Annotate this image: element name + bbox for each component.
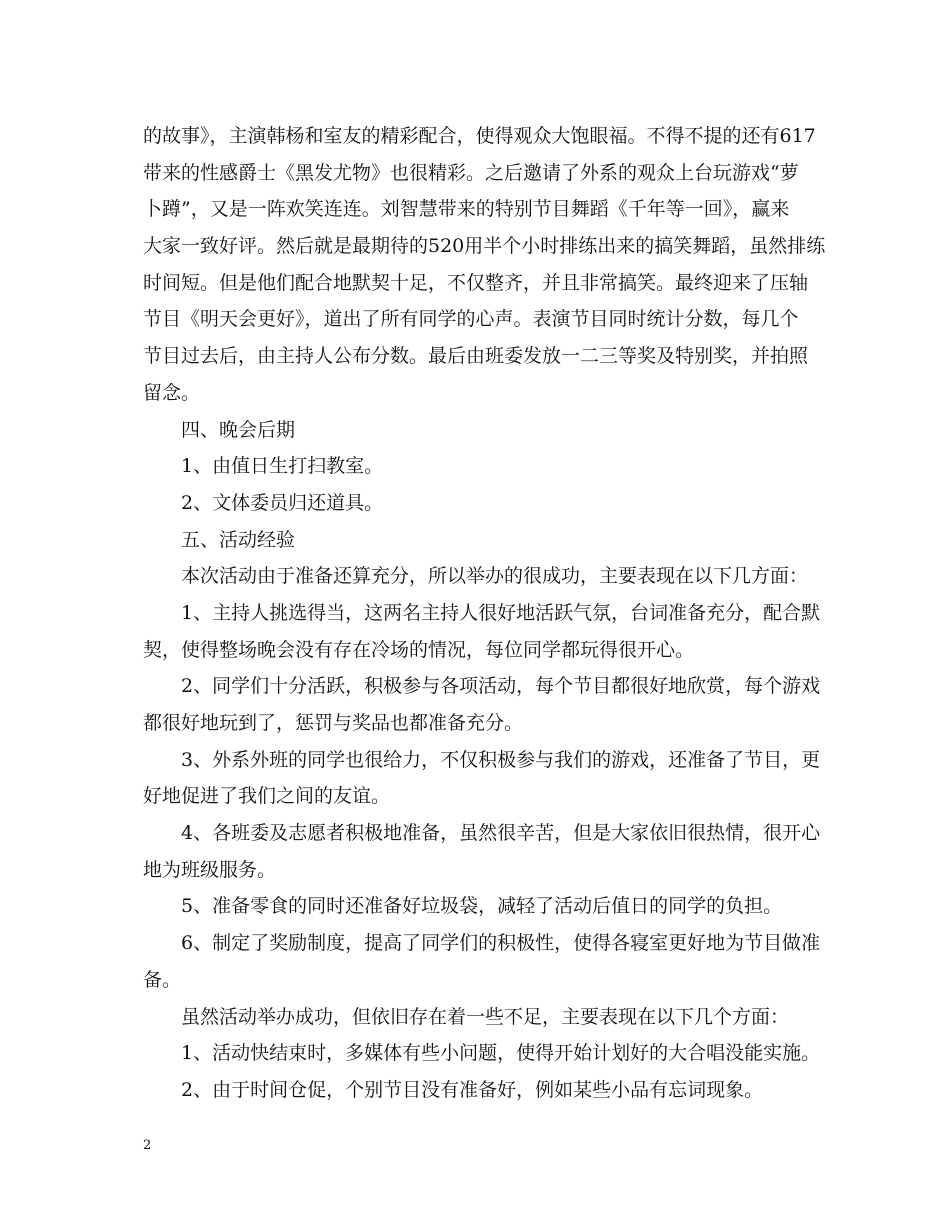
list-item: 2、由于时间仓促，个别节目没有准备好，例如某些小品有忘词现象。 <box>181 1078 764 1101</box>
text-line: 备。 <box>143 968 182 991</box>
page-number: 2 <box>143 1138 152 1153</box>
list-item: 5、准备零食的同时还准备好垃圾袋，减轻了活动后值日的同学的负担。 <box>181 895 783 918</box>
text-line: 时间短。但是他们配合地默契十足，不仅整齐，并且非常搞笑。最终迎来了压轴 <box>143 271 809 294</box>
list-item: 1、活动快结束时，多媒体有些小问题，使得开始计划好的大合唱没能实施。 <box>181 1042 821 1065</box>
list-item: 3、外系外班的同学也很给力，不仅积极参与我们的游戏，还准备了节目，更 <box>181 748 821 771</box>
list-item: 2、文体委员归还道具。 <box>181 491 384 514</box>
text-line: 好地促进了我们之间的友谊。 <box>143 785 391 808</box>
text-line: 大家一致好评。然后就是最期待的520用半个小时排练出来的搞笑舞蹈，虽然排练 <box>143 235 826 258</box>
list-item: 6、制定了奖励制度，提高了同学们的积极性，使得各寝室更好地为节目做准 <box>181 932 821 955</box>
text-line: 契，使得整场晚会没有存在冷场的情况，每位同学都玩得很开心。 <box>143 638 695 661</box>
section-heading: 五、活动经验 <box>181 528 296 551</box>
text-line: 带来的性感爵士《黑发尤物》也很精彩。之后邀请了外系的观众上台玩游戏“萝 <box>143 161 799 184</box>
text-line: 节目《明天会更好》，道出了所有同学的心声。表演节目同时统计分数，每几个 <box>143 308 799 331</box>
text-line: 留念。 <box>143 381 201 404</box>
text-line: 地为班级服务。 <box>143 858 277 881</box>
text-line: 都很好地玩到了，惩罚与奖品也都准备充分。 <box>143 712 524 734</box>
text-line: 虽然活动举办成功，但依旧存在着一些不足，主要表现在以下几个方面： <box>181 1005 790 1028</box>
text-line: 的故事》，主演韩杨和室友的精彩配合，使得观众大饱眼福。不得不提的还有617 <box>143 125 816 147</box>
text-line: 节目过去后，由主持人公布分数。最后由班委发放一二三等奖及特别奖，并拍照 <box>143 345 809 368</box>
list-item: 2、同学们十分活跃，积极参与各项活动，每个节目都很好地欣赏，每个游戏 <box>181 675 821 698</box>
list-item: 1、由值日生打扫教室。 <box>181 455 384 478</box>
text-line: 卜蹲”，又是一阵欢笑连连。刘智慧带来的特别节目舞蹈《千年等一回》，赢来 <box>143 198 790 221</box>
list-item: 1、主持人挑选得当，这两名主持人很好地活跃气氛，台词准备充分，配合默 <box>181 601 821 624</box>
list-item: 4、各班委及志愿者积极地准备，虽然很辛苦，但是大家依旧很热情，很开心 <box>181 822 821 845</box>
body-text <box>143 118 826 1109</box>
text-line: 本次活动由于准备还算充分，所以举办的很成功，主要表现在以下几方面： <box>181 565 809 588</box>
section-heading: 四、晚会后期 <box>181 418 296 441</box>
